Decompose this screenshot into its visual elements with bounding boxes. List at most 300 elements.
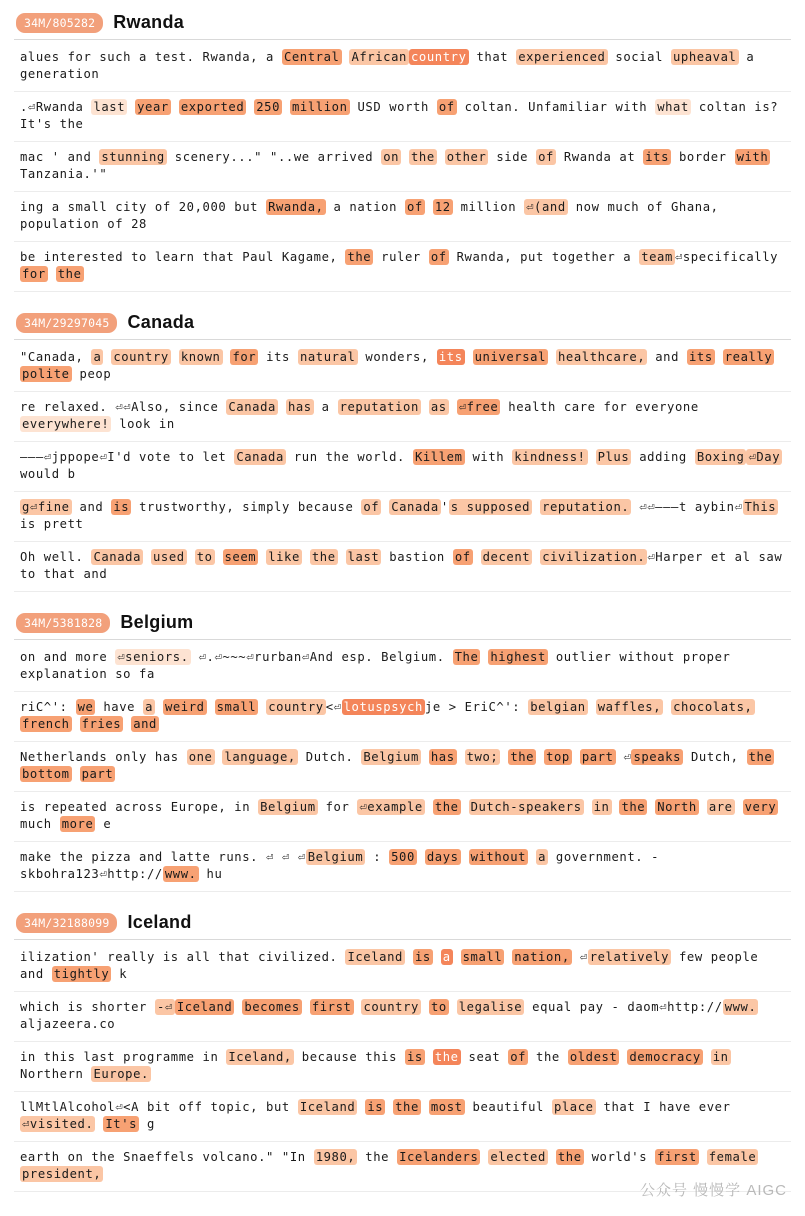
plain-token xyxy=(647,800,655,814)
plain-token xyxy=(48,267,56,281)
highlighted-token: the xyxy=(510,750,535,764)
plain-token: the xyxy=(357,1150,398,1164)
highlighted-token: Canada xyxy=(391,500,439,514)
plain-token: ⏎⏎———t aybin⏎ xyxy=(631,500,743,514)
highlighted-token: country xyxy=(411,50,467,64)
plain-token: a generation xyxy=(20,50,763,81)
highlighted-token: ⏎free xyxy=(458,400,499,414)
plain-token xyxy=(461,800,469,814)
highlighted-token: 250 xyxy=(256,100,281,114)
plain-token: scenery..." "..we arrived xyxy=(166,150,382,164)
plain-token: equal pay - daom⏎http:// xyxy=(524,1000,723,1014)
highlighted-token: most xyxy=(430,1100,463,1114)
plain-token xyxy=(445,650,453,664)
plain-token: run the world. xyxy=(285,450,405,464)
plain-token xyxy=(72,767,80,781)
highlighted-token: bottom xyxy=(22,767,70,781)
plain-token: make the pizza and latte runs. ⏎ ⏎ ⏎ xyxy=(20,850,306,864)
plain-token: ———⏎jppope⏎I'd vote to let xyxy=(20,450,235,464)
highlighted-token: Killem xyxy=(414,450,463,464)
plain-token: social xyxy=(607,50,671,64)
highlighted-token: the xyxy=(311,550,336,564)
highlighted-token: It's xyxy=(105,1117,138,1131)
plain-token xyxy=(584,800,592,814)
plain-token xyxy=(425,200,433,214)
plain-token: wonders, xyxy=(357,350,437,364)
plain-token xyxy=(774,750,782,764)
section-title: Rwanda xyxy=(113,12,185,32)
plain-token: riC^': xyxy=(20,700,76,714)
highlighted-token: a xyxy=(93,350,102,364)
highlighted-token: African xyxy=(351,50,407,64)
plain-token: ⏎specifically xyxy=(674,250,787,264)
plain-token: in this last programme in xyxy=(20,1050,227,1064)
plain-token xyxy=(127,100,135,114)
highlighted-token: top xyxy=(546,750,570,764)
highlighted-token: the xyxy=(347,250,372,264)
highlighted-token: is xyxy=(407,1050,423,1064)
highlighted-token: other xyxy=(446,150,487,164)
plain-token xyxy=(258,550,266,564)
plain-token: Oh well. xyxy=(20,550,92,564)
plain-token xyxy=(715,350,723,364)
plain-token: that I have ever xyxy=(595,1100,739,1114)
section-title: Belgium xyxy=(120,612,194,632)
highlighted-token: of xyxy=(510,1050,527,1064)
plain-token: health care for everyone xyxy=(500,400,707,414)
plain-token: aljazeera.co xyxy=(20,1000,767,1031)
highlighted-token: Central xyxy=(283,50,340,64)
highlighted-token: of xyxy=(538,150,554,164)
highlighted-token: like xyxy=(268,550,300,564)
plain-token xyxy=(735,800,743,814)
highlighted-token: has xyxy=(287,400,312,414)
plain-token: adding xyxy=(631,450,695,464)
highlighted-token: stunning xyxy=(101,150,165,164)
highlighted-token: two; xyxy=(466,750,499,764)
plain-token: trustworthy, simply because xyxy=(131,500,362,514)
highlighted-token: kindness! xyxy=(514,450,586,464)
plain-token: its xyxy=(258,350,298,364)
plain-token: a nation xyxy=(325,200,405,214)
plain-token: which is shorter xyxy=(20,1000,155,1014)
plain-token: Tanzania.'" xyxy=(20,150,779,181)
plain-token: government. - skbohra123⏎http:// xyxy=(20,850,668,881)
highlighted-token: a xyxy=(145,700,153,714)
plain-token xyxy=(171,100,179,114)
plain-token: million xyxy=(452,200,525,214)
highlighted-token: country xyxy=(268,700,324,714)
highlighted-token: on xyxy=(383,150,400,164)
highlighted-token: a xyxy=(442,950,451,964)
highlighted-token: speaks xyxy=(633,750,682,764)
highlighted-token: president, xyxy=(22,1167,102,1181)
plain-token: now much of Ghana, population of 28 xyxy=(20,200,727,231)
plain-token: for xyxy=(317,800,358,814)
highlighted-token: reputation. xyxy=(542,500,630,514)
plain-token xyxy=(699,1150,707,1164)
highlighted-token: Icelanders xyxy=(399,1150,479,1164)
concordance-line xyxy=(14,542,791,592)
plain-token: be interested to learn that Paul Kagame, xyxy=(20,250,346,264)
highlighted-token: for xyxy=(22,267,46,281)
highlighted-token: of xyxy=(407,200,423,214)
plain-token: and xyxy=(647,350,687,364)
highlighted-token: of xyxy=(454,550,471,564)
plain-token: ilization' really is all that civilized. xyxy=(20,950,346,964)
plain-token: mac ' and xyxy=(20,150,100,164)
highlighted-token: first xyxy=(657,1150,697,1164)
highlighted-token: is xyxy=(367,1100,384,1114)
plain-token xyxy=(449,1000,457,1014)
plain-token xyxy=(302,550,310,564)
highlighted-token: the xyxy=(621,800,646,814)
concordance-line xyxy=(14,1042,791,1092)
highlighted-token: ⏎Day xyxy=(748,450,781,464)
text-section xyxy=(14,10,791,292)
concordance-line xyxy=(14,942,791,992)
section-header xyxy=(14,10,791,39)
section-count-badge: 34M/32188099 xyxy=(16,913,117,933)
highlighted-token: ⏎seniors. xyxy=(117,650,189,664)
highlighted-token: highest xyxy=(490,650,546,664)
section-header xyxy=(14,610,791,639)
plain-token xyxy=(425,1050,433,1064)
plain-token: Northern xyxy=(20,1050,739,1081)
highlighted-token: its xyxy=(438,350,463,364)
section-divider xyxy=(14,639,791,640)
highlighted-token: civilization. xyxy=(542,550,646,564)
plain-token: ⏎Harper et al saw to that and xyxy=(20,550,791,581)
plain-token: side xyxy=(488,150,537,164)
plain-token xyxy=(258,700,266,714)
highlighted-token: reputation xyxy=(339,400,419,414)
highlighted-token: chocolats, xyxy=(673,700,753,714)
highlighted-token: more xyxy=(61,817,94,831)
plain-token: because this xyxy=(293,1050,405,1064)
plain-token: ruler xyxy=(373,250,429,264)
plain-token: re relaxed. ⏎⏎Also, since xyxy=(20,400,227,414)
plain-token: bastion xyxy=(381,550,453,564)
plain-token xyxy=(171,350,179,364)
plain-token xyxy=(774,350,782,364)
highlighted-token: fries xyxy=(81,717,122,731)
highlighted-token: language, xyxy=(224,750,296,764)
highlighted-token: The xyxy=(454,650,479,664)
concordance-line xyxy=(14,742,791,792)
plain-token xyxy=(143,550,151,564)
plain-token: few people and xyxy=(20,950,767,981)
plain-token: ing a small city of 20,000 but xyxy=(20,200,267,214)
plain-token: C^': xyxy=(488,700,529,714)
highlighted-token: Belgium xyxy=(363,750,419,764)
highlighted-token: waffles, xyxy=(597,700,662,714)
concordance-line xyxy=(14,492,791,542)
highlighted-token: the xyxy=(395,1100,419,1114)
highlighted-token: one xyxy=(188,750,213,764)
plain-token xyxy=(473,550,481,564)
plain-token: .⏎Rwanda xyxy=(20,100,92,114)
highlighted-token: natural xyxy=(299,350,356,364)
highlighted-token: is xyxy=(414,950,431,964)
highlighted-token: Iceland xyxy=(176,1000,233,1014)
highlighted-token: the xyxy=(434,800,459,814)
plain-token xyxy=(437,150,445,164)
plain-token: llMtlAlcohol⏎<A bit off topic, but xyxy=(20,1100,298,1114)
plain-token: world's xyxy=(583,1150,656,1164)
highlighted-token: the xyxy=(557,1150,582,1164)
highlighted-token: female xyxy=(708,1150,757,1164)
highlighted-token: decent xyxy=(482,550,531,564)
plain-token xyxy=(417,850,425,864)
highlighted-token: 1980, xyxy=(315,1150,356,1164)
plain-token: g xyxy=(139,1117,155,1131)
plain-token xyxy=(381,500,389,514)
plain-token xyxy=(703,1050,711,1064)
highlighted-token: for xyxy=(232,350,257,364)
text-section xyxy=(14,910,791,1192)
section-count-badge: 34M/805282 xyxy=(16,13,103,33)
highlighted-token: of xyxy=(430,250,447,264)
highlighted-token: last xyxy=(93,100,126,114)
highlighted-token: country xyxy=(113,350,169,364)
plain-token xyxy=(278,400,286,414)
highlighted-token: part xyxy=(581,750,614,764)
concordance-line xyxy=(14,842,791,892)
plain-token xyxy=(528,850,536,864)
plain-token: Dutch, xyxy=(683,750,747,764)
highlighted-token: lotuspsych xyxy=(343,700,423,714)
concordance-line xyxy=(14,42,791,92)
plain-token xyxy=(588,450,596,464)
plain-token xyxy=(663,700,671,714)
concordance-line xyxy=(14,642,791,692)
highlighted-token: in xyxy=(712,1050,729,1064)
highlighted-token: healthcare, xyxy=(558,350,646,364)
concordance-line xyxy=(14,242,791,292)
plain-token: with xyxy=(464,450,513,464)
highlighted-token: the xyxy=(748,750,773,764)
highlighted-token: used xyxy=(153,550,185,564)
plain-token: Rwanda at xyxy=(555,150,644,164)
plain-token xyxy=(421,400,429,414)
plain-token: ⏎.⏎~~~⏎rurban⏎And esp. Belgium. xyxy=(190,650,445,664)
highlighted-token: relatively xyxy=(589,950,670,964)
plain-token: : xyxy=(365,850,390,864)
concordance-line xyxy=(14,442,791,492)
highlighted-token: experienced xyxy=(518,50,606,64)
concordance-line xyxy=(14,192,791,242)
highlighted-token: days xyxy=(426,850,459,864)
highlighted-token: the xyxy=(411,150,435,164)
concordance-line xyxy=(14,342,791,392)
highlighted-token: and xyxy=(133,717,157,731)
section-divider xyxy=(14,339,791,340)
plain-token: outlier without proper explanation so fa xyxy=(20,650,739,681)
highlighted-token: its xyxy=(689,350,713,364)
highlighted-token: ⏎visited. xyxy=(22,1117,94,1131)
highlighted-token: of xyxy=(363,500,380,514)
highlighted-token: s supposed xyxy=(450,500,531,514)
section-count-badge: 34M/5381828 xyxy=(16,613,110,633)
highlighted-token: as xyxy=(430,400,447,414)
plain-token: the xyxy=(528,1050,568,1064)
section-header xyxy=(14,310,791,339)
highlighted-token: small xyxy=(462,950,503,964)
plain-token: is prett xyxy=(20,500,787,531)
highlighted-token: North xyxy=(657,800,697,814)
highlighted-token: Iceland xyxy=(347,950,403,964)
plain-token: that xyxy=(468,50,517,64)
plain-token xyxy=(421,1100,429,1114)
highlighted-token: exported xyxy=(180,100,245,114)
highlighted-token: becomes xyxy=(244,1000,300,1014)
plain-token xyxy=(425,800,433,814)
highlighted-token: known xyxy=(180,350,221,364)
plain-token xyxy=(433,950,441,964)
plain-token xyxy=(405,450,413,464)
plain-token xyxy=(338,550,346,564)
highlighted-token: ⏎(and xyxy=(526,200,566,214)
plain-token: ⏎ xyxy=(571,950,588,964)
plain-token: would b xyxy=(20,450,791,481)
highlighted-token: the xyxy=(57,267,82,281)
highlighted-token: small xyxy=(216,700,257,714)
highlighted-token: Iceland, xyxy=(228,1050,292,1064)
highlighted-token: elected xyxy=(490,1150,546,1164)
plain-token xyxy=(405,950,413,964)
plain-token: ⏎ xyxy=(615,750,632,764)
plain-token xyxy=(572,750,580,764)
plain-token xyxy=(421,1000,429,1014)
plain-token: USD worth xyxy=(349,100,437,114)
highlighted-token: weird xyxy=(164,700,205,714)
plain-token xyxy=(457,750,465,764)
highlighted-token: with xyxy=(736,150,769,164)
highlighted-token: Canada xyxy=(236,450,284,464)
plain-token: je > Eri xyxy=(425,700,489,714)
highlighted-token: a xyxy=(538,850,546,864)
highlighted-token: oldest xyxy=(569,1050,618,1064)
plain-token xyxy=(72,717,80,731)
plain-token: hu xyxy=(198,867,223,881)
highlighted-token: to xyxy=(196,550,213,564)
plain-token xyxy=(532,550,540,564)
highlighted-token: everywhere! xyxy=(22,417,110,431)
highlighted-token: polite xyxy=(22,367,70,381)
text-section xyxy=(14,610,791,892)
plain-token: alues for such a test. Rwanda, a xyxy=(20,50,282,64)
highlighted-token: nation, xyxy=(514,950,570,964)
highlighted-token: 12 xyxy=(434,200,451,214)
plain-token xyxy=(453,950,461,964)
concordance-line xyxy=(14,792,791,842)
plain-token xyxy=(207,700,215,714)
plain-token xyxy=(532,500,540,514)
highlighted-token: tightly xyxy=(53,967,110,981)
plain-token xyxy=(401,150,409,164)
highlighted-token: of xyxy=(438,100,455,114)
section-divider xyxy=(14,39,791,40)
highlighted-token: Canada xyxy=(228,400,276,414)
plain-token xyxy=(123,717,131,731)
plain-token: ' xyxy=(440,500,449,514)
plain-token xyxy=(755,700,763,714)
plain-token: coltan is? It's the xyxy=(20,100,787,131)
plain-token: seat xyxy=(460,1050,509,1064)
highlighted-token: french xyxy=(22,717,70,731)
section-header xyxy=(14,910,791,939)
plain-token: <⏎ xyxy=(325,700,342,714)
section-divider xyxy=(14,939,791,940)
highlighted-token: its xyxy=(645,150,670,164)
highlighted-token: in xyxy=(593,800,610,814)
plain-token: a xyxy=(313,400,338,414)
plain-token: Dutch. xyxy=(297,750,362,764)
plain-token: k xyxy=(111,967,128,981)
plain-token: is repeated across Europe, in xyxy=(20,800,259,814)
plain-token xyxy=(215,550,223,564)
plain-token: and xyxy=(71,500,112,514)
highlighted-token: we xyxy=(77,700,94,714)
plain-token xyxy=(187,550,195,564)
highlighted-token: www. xyxy=(164,867,197,881)
plain-token xyxy=(699,800,707,814)
plain-token: look in xyxy=(111,417,175,431)
section-count-badge: 34M/29297045 xyxy=(16,313,117,333)
highlighted-token: Boxing xyxy=(696,450,745,464)
plain-token xyxy=(421,750,429,764)
highlighted-token: without xyxy=(470,850,527,864)
highlighted-token: very xyxy=(744,800,777,814)
plain-token xyxy=(155,700,163,714)
plain-token xyxy=(449,400,457,414)
highlighted-token: legalise xyxy=(458,1000,523,1014)
watermark: 公众号 慢慢学 AIGC xyxy=(639,1182,787,1199)
highlighted-token: Plus xyxy=(597,450,630,464)
plain-token: "Canada, xyxy=(20,350,92,364)
plain-token: e xyxy=(95,817,112,831)
plain-token xyxy=(536,750,544,764)
plain-token xyxy=(758,1150,766,1164)
concordance-line xyxy=(14,992,791,1042)
highlighted-token: to xyxy=(430,1000,447,1014)
highlighted-token: million xyxy=(292,100,348,114)
plain-token: Netherlands only has xyxy=(20,750,187,764)
highlighted-token: g⏎fine xyxy=(22,500,70,514)
highlighted-token: upheaval xyxy=(673,50,737,64)
plain-token xyxy=(548,1150,556,1164)
plain-token: peop xyxy=(71,367,112,381)
highlighted-token: Canada xyxy=(93,550,142,564)
highlighted-token: really xyxy=(724,350,773,364)
highlighted-token: This xyxy=(744,500,777,514)
plain-token xyxy=(282,100,290,114)
plain-token: on and more xyxy=(20,650,116,664)
highlighted-token: year xyxy=(137,100,169,114)
highlighted-token: democracy xyxy=(629,1050,701,1064)
section-title: Canada xyxy=(127,312,195,332)
highlighted-token: universal xyxy=(474,350,547,364)
concordance-line xyxy=(14,1092,791,1142)
plain-token xyxy=(103,1167,111,1181)
highlighted-token: ⏎example xyxy=(359,800,423,814)
highlighted-token: Belgium xyxy=(260,800,316,814)
highlighted-token: -⏎ xyxy=(156,1000,173,1014)
concordance-line xyxy=(14,692,791,742)
plain-token: coltan. Unfamiliar with xyxy=(456,100,656,114)
concordance-line xyxy=(14,142,791,192)
